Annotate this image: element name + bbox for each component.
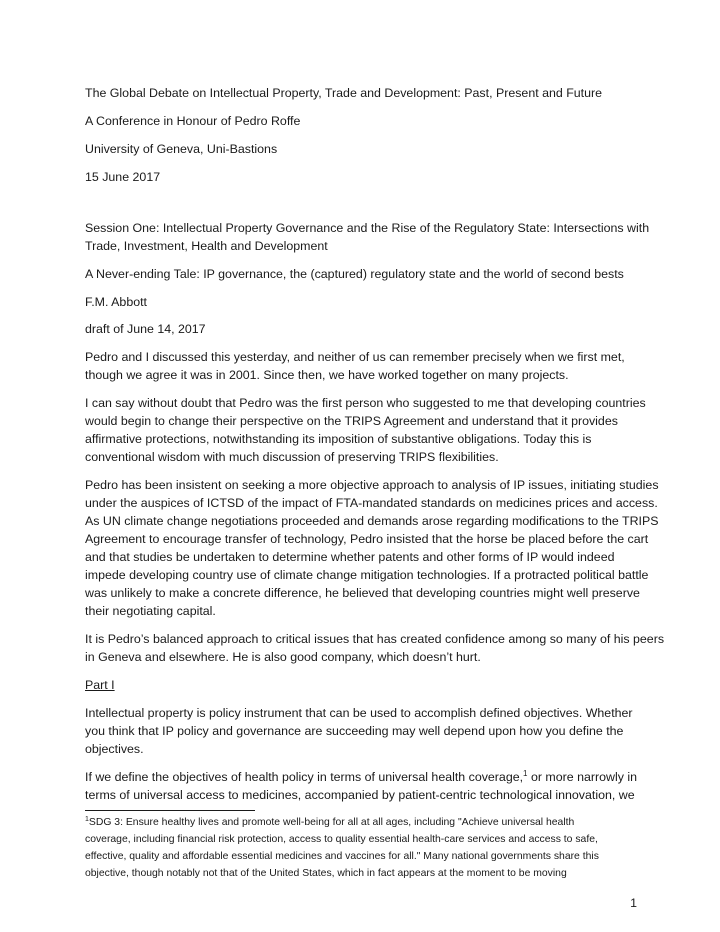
paper-title: A Never-ending Tale: IP governance, the (captured) regulatory state and the world of second bests (85, 267, 624, 281)
footnote-reference[interactable]: 1 (523, 769, 528, 778)
conference-title: The Global Debate on Intellectual Property, Trade and Development: Past, Present and Future (85, 86, 603, 100)
paragraph-line: impede developing country use of climate change mitigation technologies. If a protracted political battle (85, 568, 649, 582)
paragraph-line: though we agree it was in 2001. Since then, we have worked together on many projects. (85, 368, 569, 382)
paragraph-line: affirmative protections, notwithstanding its imposition of substantive obligations. Today this is (85, 432, 592, 446)
page-number: 1 (630, 896, 637, 910)
footnote-line (85, 818, 574, 828)
paragraph-line: terms of universal access to medicines, accompanied by patient-centric technological innovation, we (85, 788, 635, 802)
footnote-marker: 1 (85, 816, 89, 823)
paragraph-text: or more narrowly in (527, 770, 637, 784)
footnote-line: coverage, including financial risk protection, access to quality essential health-care services and access to safe, (85, 834, 598, 845)
session-title-line: Session One: Intellectual Property Governance and the Rise of the Regulatory State: Intersections with (85, 221, 650, 235)
session-title-line: Trade, Investment, Health and Development (85, 239, 328, 253)
paragraph-text: If we define the objectives of health policy in terms of universal health coverage, (85, 770, 524, 784)
draft-date: draft of June 14, 2017 (85, 322, 206, 336)
paragraph-line: Intellectual property is policy instrument that can be used to accomplish defined objectives. Whether (85, 706, 633, 720)
conference-venue: University of Geneva, Uni-Bastions (85, 142, 278, 156)
footnote-line: objective, though notably not that of the United States, which in fact appears at the moment to be moving (85, 868, 567, 879)
paragraph-line: Agreement to encourage transfer of technology, Pedro insisted that the horse be placed before the cart (85, 532, 649, 546)
paragraph-line: under the auspices of ICTSD of the impact of FTA-mandated standards on medicines prices and access. (85, 496, 658, 510)
paragraph-line: As UN climate change negotiations proceeded and demands arose regarding modifications to the TRIPS (85, 514, 659, 528)
paragraph-line: Pedro and I discussed this yesterday, and neither of us can remember precisely when we first met, (85, 350, 625, 364)
paragraph-line: I can say without doubt that Pedro was the first person who suggested to me that developing countries (85, 396, 646, 410)
paragraph-line: was unlikely to make a concrete difference, he believed that developing countries might well preserve (85, 586, 640, 600)
paragraph-line (85, 771, 637, 783)
author: F.M. Abbott (85, 295, 147, 309)
paragraph-line: conventional wisdom with much discussion of preserving TRIPS flexibilities. (85, 450, 499, 464)
paragraph-line: objectives. (85, 742, 144, 756)
footnote-line: effective, quality and affordable essential medicines and vaccines for all." Many national governments share this (85, 851, 599, 862)
footnote-text: SDG 3: Ensure healthy lives and promote well-being for all at all ages, including "Achieve universal health (88, 817, 575, 828)
paragraph-line: you think that IP policy and governance are succeeding may well depend upon how you define the (85, 724, 624, 738)
conference-subtitle: A Conference in Honour of Pedro Roffe (85, 114, 301, 128)
footnote-divider (85, 810, 255, 811)
conference-date: 15 June 2017 (85, 170, 161, 184)
paragraph-line: Pedro has been insistent on seeking a more objective approach to analysis of IP issues, initiating studies (85, 478, 659, 492)
part-heading: Part I (85, 678, 115, 692)
paragraph-line: and that studies be undertaken to determine whether patents and other forms of IP would indeed (85, 550, 615, 564)
paragraph-line: in Geneva and elsewhere. He is also good company, which doesn’t hurt. (85, 650, 481, 664)
paragraph-line: would begin to change their perspective on the TRIPS Agreement and understand that it provides (85, 414, 618, 428)
paragraph-line: It is Pedro’s balanced approach to critical issues that has created confidence among so many of his peers (85, 632, 665, 646)
paragraph-line: their negotiating capital. (85, 604, 216, 618)
